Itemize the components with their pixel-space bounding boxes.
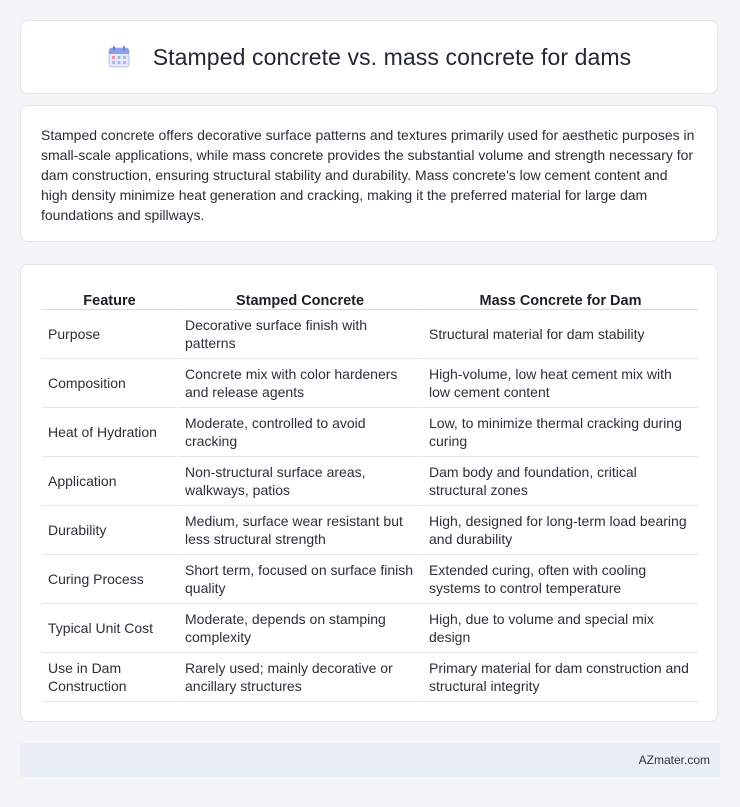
table-cell-feature: Purpose <box>42 310 177 359</box>
table-cell-stamped: Medium, surface wear resistant but less structural strength <box>177 506 421 555</box>
intro-card <box>20 105 718 242</box>
table-row <box>42 408 698 457</box>
table-cell-feature: Application <box>42 457 177 506</box>
table-cell-mass: High-volume, low heat cement mix with low cement content <box>421 359 698 408</box>
intro-paragraph: Stamped concrete offers decorative surface patterns and textures primarily used for aesthetic purposes in small-scale applications, while mass concrete provides the substantial volume and strength necessary for dam construction, ensuring structural stability and durability. Mass concrete's low cement content and high density minimize heat generation and cracking, making it the preferred material for large dam foundations and spillways. <box>41 127 695 223</box>
table-cell-stamped: Moderate, depends on stamping complexity <box>177 604 421 653</box>
header-card <box>20 20 718 94</box>
table-cell-mass: Extended curing, often with cooling systems to control temperature <box>421 555 698 604</box>
title-wrap <box>107 44 632 71</box>
page-title: Stamped concrete vs. mass concrete for dams <box>152 43 632 70</box>
table-cell-stamped: Concrete mix with color hardeners and release agents <box>177 359 421 408</box>
column-header-stamped-concrete: Stamped Concrete <box>177 285 421 310</box>
table-row <box>42 359 698 408</box>
comparison-table <box>42 285 698 702</box>
calendar-icon <box>107 45 131 69</box>
table-header-row <box>42 285 698 310</box>
table-cell-feature: Durability <box>42 506 177 555</box>
table-row <box>42 653 698 702</box>
column-header-mass-concrete: Mass Concrete for Dam <box>421 285 698 310</box>
table-cell-feature: Curing Process <box>42 555 177 604</box>
table-cell-mass: Primary material for dam construction and structural integrity <box>421 653 698 702</box>
table-cell-feature: Use in Dam Construction <box>42 653 177 702</box>
column-header-feature: Feature <box>42 285 177 310</box>
table-row <box>42 457 698 506</box>
table-row <box>42 506 698 555</box>
footer-site-link[interactable]: AZmater.com <box>638 753 710 767</box>
table-cell-stamped: Short term, focused on surface finish quality <box>177 555 421 604</box>
table-cell-mass: Low, to minimize thermal cracking during curing <box>421 408 698 457</box>
comparison-table-card <box>20 264 718 722</box>
table-cell-mass: Structural material for dam stability <box>421 310 698 359</box>
table-cell-stamped: Non-structural surface areas, walkways, patios <box>177 457 421 506</box>
footer-bar <box>20 743 720 777</box>
table-cell-mass: Dam body and foundation, critical structural zones <box>421 457 698 506</box>
table-cell-mass: High, due to volume and special mix design <box>421 604 698 653</box>
table-cell-stamped: Moderate, controlled to avoid cracking <box>177 408 421 457</box>
table-cell-mass: High, designed for long-term load bearing and durability <box>421 506 698 555</box>
table-row <box>42 604 698 653</box>
table-row <box>42 310 698 359</box>
table-cell-feature: Composition <box>42 359 177 408</box>
table-row <box>42 555 698 604</box>
table-cell-feature: Heat of Hydration <box>42 408 177 457</box>
table-cell-feature: Typical Unit Cost <box>42 604 177 653</box>
table-cell-stamped: Rarely used; mainly decorative or ancillary structures <box>177 653 421 702</box>
table-cell-stamped: Decorative surface finish with patterns <box>177 310 421 359</box>
